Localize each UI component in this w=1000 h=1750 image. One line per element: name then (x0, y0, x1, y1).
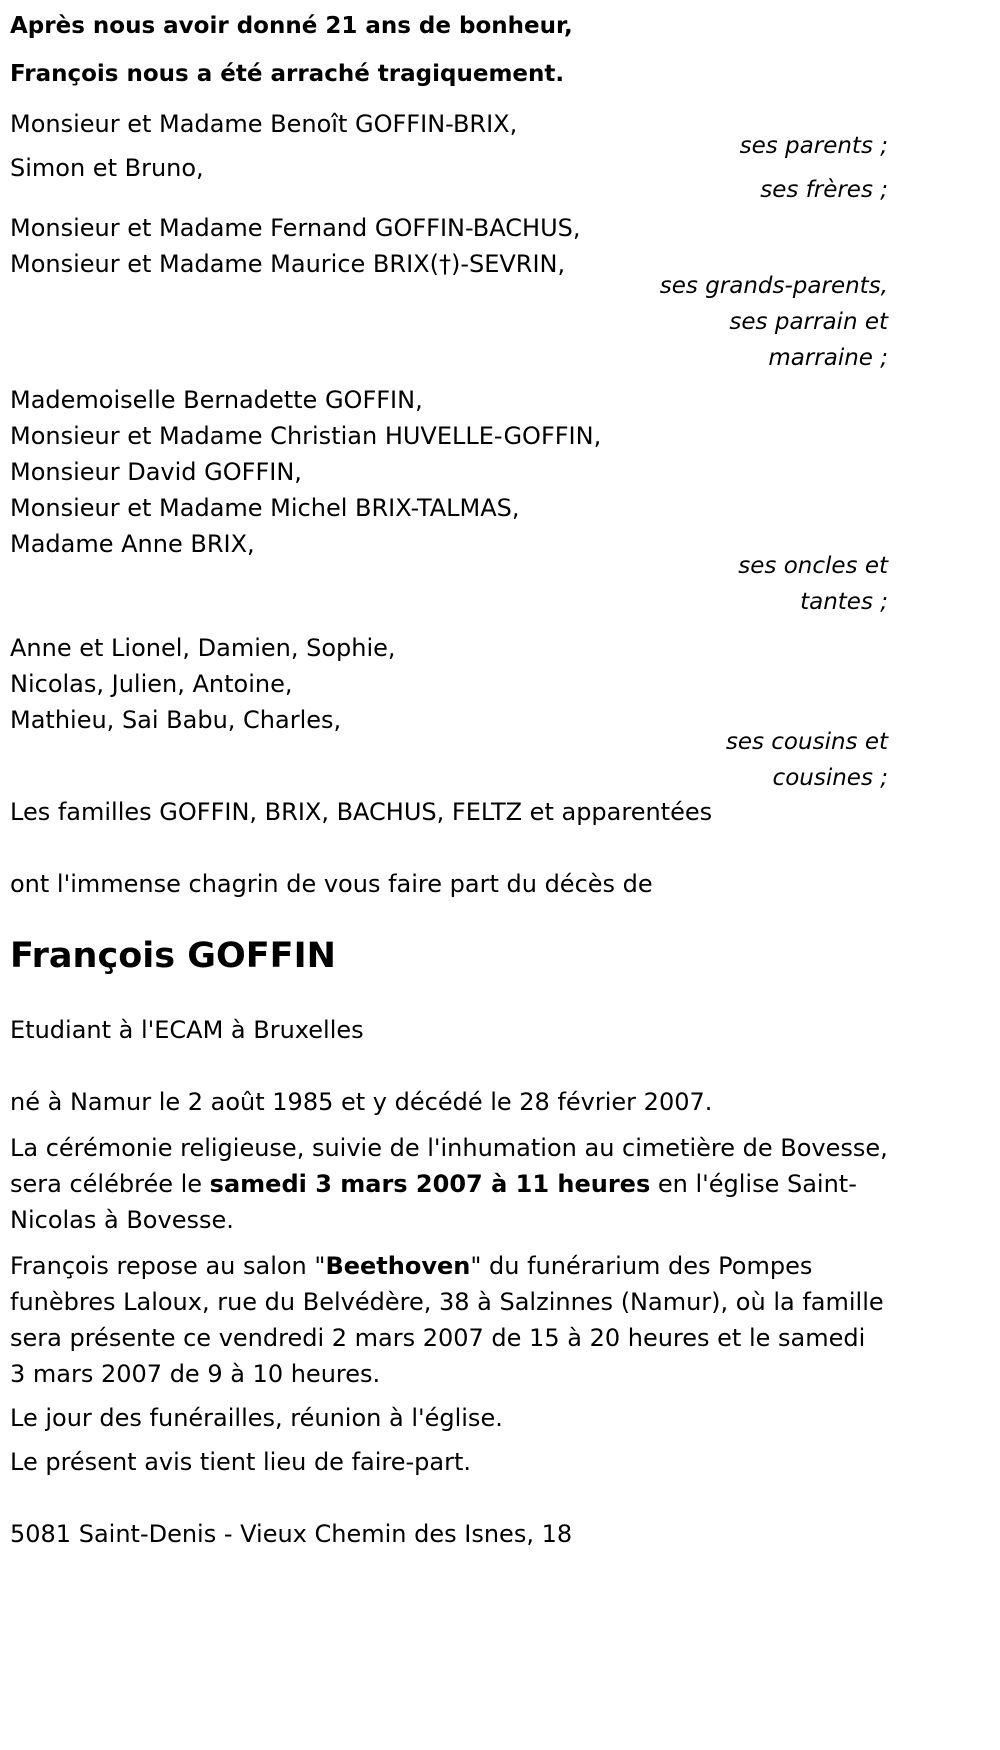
deceased-name: François GOFFIN (10, 936, 336, 976)
family-role-brothers: ses frères ; (760, 177, 888, 203)
family-role-grandparents (10, 268, 888, 376)
ceremony-text (10, 1130, 888, 1238)
meeting-text: Le jour des funérailles, réunion à l'église. (10, 1404, 503, 1432)
visitation-before: François repose au salon " (10, 1252, 326, 1280)
announcement-text: ont l'immense chagrin de vous faire part du décès de (10, 870, 653, 898)
family-group-cousins (10, 630, 888, 738)
role-text: ses oncles et tantes ; (738, 553, 888, 615)
visitation-after: " du funérarium des Pompes funèbres Laloux, rue du Belvédère, 38 à Salzinnes (Namur), où la famille sera présente ce vendredi 2 mars 2007 de 15 à 20 heures et le samedi 3 mars 2007 de 9 à 10 heures. (10, 1252, 884, 1388)
family-name: Nicolas, Julien, Antoine, (10, 670, 293, 698)
family-name: Monsieur et Madame Christian HUVELLE-GOFFIN, (10, 422, 602, 450)
ceremony-after: en l'église Saint-Nicolas à Bovesse. (10, 1170, 857, 1234)
birth-death-text: né à Namur le 2 août 1985 et y décédé le 28 février 2007. (10, 1088, 713, 1116)
families-line: Les familles GOFFIN, BRIX, BACHUS, FELTZ et apparentées (10, 798, 713, 826)
obituary-notice (10, 0, 888, 1552)
intro-text (10, 0, 888, 98)
salon-name: Beethoven (325, 1252, 471, 1280)
family-name: Anne et Lionel, Damien, Sophie, (10, 634, 396, 662)
family-name: Mathieu, Sai Babu, Charles, (10, 706, 342, 734)
address-text: 5081 Saint-Denis - Vieux Chemin des Isnes, 18 (10, 1520, 573, 1548)
family-name: Monsieur et Madame Maurice BRIX(†)-SEVRIN, (10, 250, 566, 278)
ceremony-date: samedi 3 mars 2007 à 11 heures (209, 1170, 651, 1198)
family-name: Mademoiselle Bernadette GOFFIN, (10, 386, 423, 414)
family-name: Monsieur et Madame Benoît GOFFIN-BRIX, (10, 110, 518, 138)
intro-line-1: Après nous avoir donné 21 ans de bonheur, (10, 13, 573, 39)
family-name: Monsieur David GOFFIN, (10, 458, 302, 486)
role-text: ses cousins et cousines ; (725, 729, 888, 791)
family-name: Monsieur et Madame Michel BRIX-TALMAS, (10, 494, 520, 522)
occupation-text: Etudiant à l'ECAM à Bruxelles (10, 1016, 364, 1044)
family-group-uncles-aunts (10, 382, 888, 562)
ceremony-before: La cérémonie religieuse, suivie de l'inhumation au cimetière de Bovesse, sera célébrée le (10, 1134, 888, 1198)
notice-text: Le présent avis tient lieu de faire-part. (10, 1448, 472, 1476)
family-name: Madame Anne BRIX, (10, 530, 255, 558)
intro-line-2: François nous a été arraché tragiquement. (10, 61, 565, 87)
role-text: ses grands-parents, ses parrain et marraine ; (659, 273, 888, 371)
family-name: Simon et Bruno, (10, 154, 204, 182)
family-name: Monsieur et Madame Fernand GOFFIN-BACHUS, (10, 214, 581, 242)
visitation-text (10, 1248, 888, 1392)
family-role-parents: ses parents ; (739, 133, 888, 159)
